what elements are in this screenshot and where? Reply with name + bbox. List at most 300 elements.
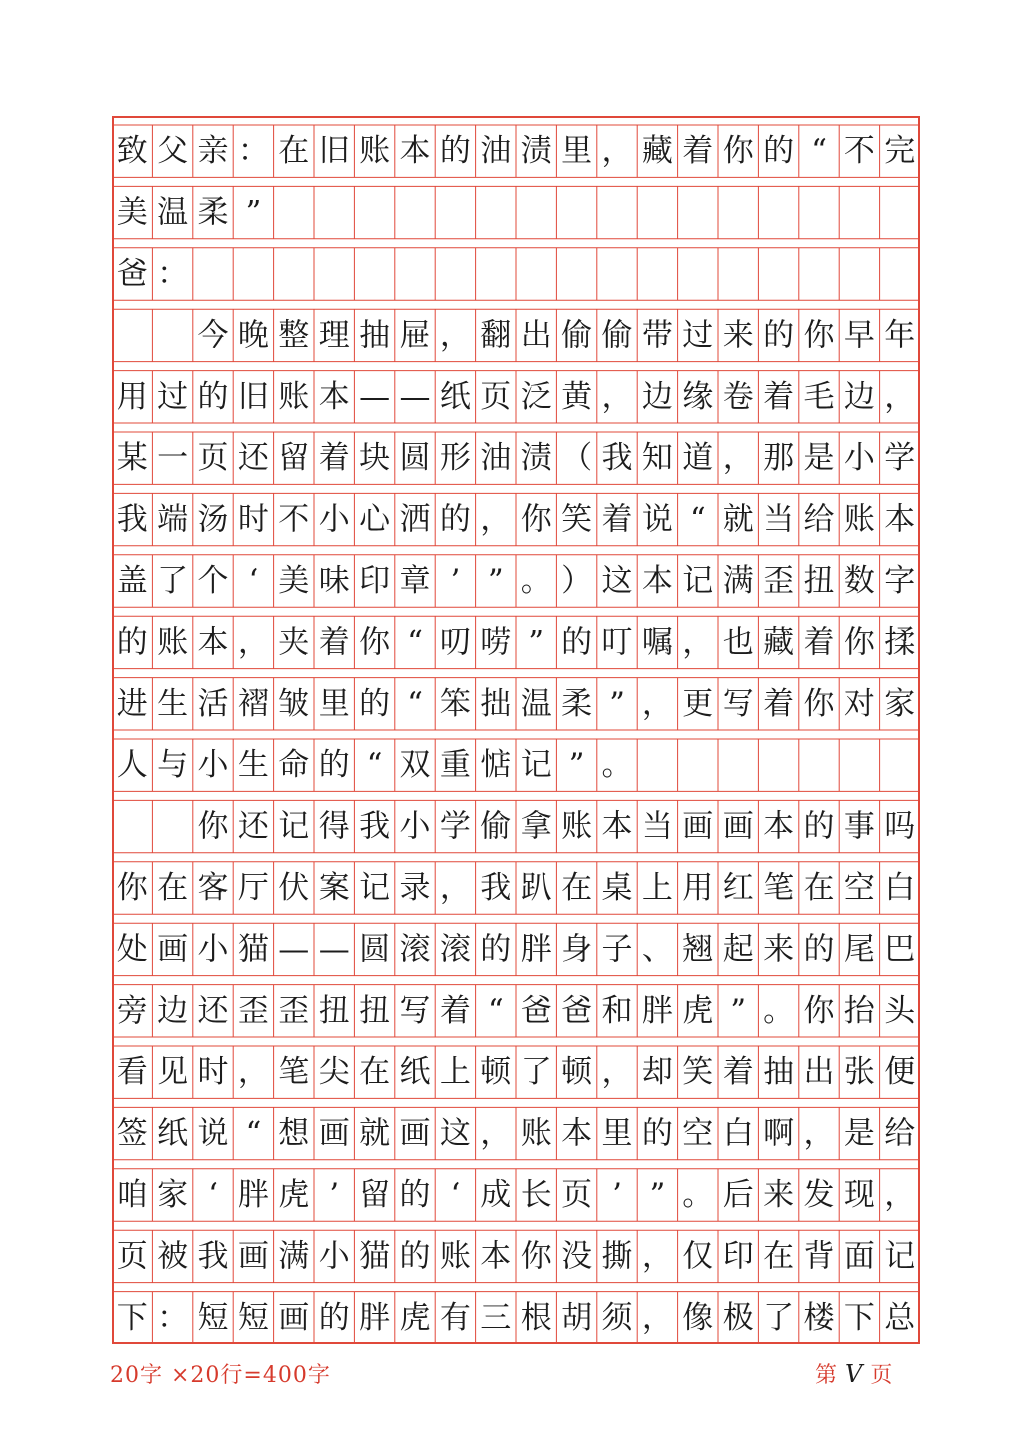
- grid-character: 一: [157, 440, 189, 477]
- grid-character: 纸: [399, 1054, 431, 1091]
- grid-character: 的: [197, 378, 229, 415]
- grid-character: 盖: [116, 563, 148, 599]
- grid-character: 账: [359, 133, 391, 170]
- grid-character: ”: [568, 747, 585, 784]
- grid-character: 知: [641, 440, 673, 477]
- grid-character: 你: [197, 808, 229, 845]
- grid-character: 楼: [803, 1299, 835, 1336]
- grid-character: 本: [399, 133, 431, 170]
- grid-character: 与: [157, 747, 189, 784]
- grid-character: 藏: [763, 624, 795, 661]
- handwritten-page-number: V: [845, 1360, 863, 1388]
- grid-character: ，: [439, 870, 471, 906]
- grid-character: 背: [803, 1238, 835, 1275]
- grid-character: 家: [884, 685, 916, 722]
- grid-character: 味: [318, 563, 350, 599]
- grid-character: ：: [237, 133, 269, 170]
- grid-character: “: [811, 133, 827, 170]
- grid-character: ”: [649, 1177, 666, 1213]
- grid-character: 里: [601, 1115, 633, 1152]
- grid-character: 这: [439, 1115, 471, 1152]
- grid-character: 渍: [520, 133, 552, 170]
- grid-character: 歪: [278, 992, 310, 1029]
- grid-character: —: [359, 378, 391, 415]
- grid-character: 亲: [197, 133, 229, 170]
- grid-character: 便: [884, 1054, 916, 1091]
- grid-character: ”: [609, 685, 625, 722]
- grid-character: 账: [843, 501, 875, 538]
- grid-character: 身: [561, 931, 593, 968]
- grid-character: 人: [116, 747, 148, 784]
- grid-character: 是: [803, 440, 835, 477]
- grid-character: 账: [278, 378, 310, 415]
- grid-character: 留: [359, 1177, 391, 1213]
- grid-character: 在: [561, 870, 593, 906]
- grid-character: 生: [237, 747, 269, 784]
- grid-character: 案: [318, 870, 350, 906]
- grid-character: 胖: [359, 1299, 391, 1336]
- grid-character: 胖: [237, 1177, 269, 1213]
- grid-character: 圆: [359, 931, 391, 968]
- grid-character: 白: [722, 1115, 754, 1152]
- grid-character: 就: [359, 1115, 391, 1152]
- grid-character: 下: [843, 1299, 875, 1336]
- grid-character: 着: [601, 501, 633, 538]
- grid-character: ，: [641, 685, 673, 722]
- grid-character: ：: [157, 1299, 189, 1336]
- grid-character: 来: [763, 1177, 795, 1213]
- grid-character: 的: [803, 931, 835, 968]
- grid-character: 来: [722, 317, 754, 354]
- grid-character: 在: [763, 1238, 795, 1275]
- grid-character: 渍: [520, 440, 552, 477]
- grid-character: 揉: [884, 624, 916, 661]
- grid-character: 猫: [359, 1238, 391, 1275]
- grid-character: 趴: [520, 870, 552, 906]
- grid-character: 三: [480, 1299, 512, 1336]
- grid-character: 记: [884, 1238, 916, 1275]
- grid-character: 油: [480, 440, 512, 477]
- grid-character: 旧: [237, 378, 269, 415]
- grid-character: ’: [612, 1177, 622, 1213]
- grid-character: 汤: [197, 501, 229, 538]
- grid-character: “: [407, 624, 423, 661]
- grid-character: 本: [884, 501, 916, 538]
- grid-character: 像: [682, 1299, 714, 1336]
- grid-character: 屉: [399, 317, 431, 354]
- grid-character: 的: [318, 1299, 350, 1336]
- grid-character: 你: [843, 624, 875, 661]
- grid-character: 早: [843, 317, 875, 354]
- grid-character: 偷: [601, 317, 633, 354]
- grid-character: 小: [197, 931, 229, 968]
- grid-character: 整: [278, 317, 310, 354]
- grid-character: 你: [803, 317, 835, 354]
- grid-character: ，: [237, 624, 269, 661]
- grid-character: 叮: [601, 624, 633, 661]
- grid-character: 记: [278, 808, 310, 845]
- grid-character: —: [399, 378, 431, 415]
- grid-character: 纸: [439, 378, 471, 415]
- grid-character: 纸: [157, 1115, 189, 1152]
- grid-character: 数: [843, 563, 875, 599]
- grid-character: 桌: [601, 870, 633, 906]
- grid-character: 。: [520, 563, 552, 599]
- grid-character: 仅: [682, 1238, 714, 1275]
- grid-character: 客: [197, 870, 229, 906]
- grid-character: 短: [197, 1299, 229, 1336]
- grid-character: 着: [682, 133, 714, 170]
- grid-character: 旁: [116, 992, 148, 1029]
- grid-character: 里: [561, 133, 593, 170]
- grid-character: 你: [803, 992, 835, 1029]
- grid-character: 边: [843, 378, 875, 415]
- grid-character: 账: [439, 1238, 471, 1275]
- grid-character: 爸: [116, 256, 148, 292]
- grid-character: 账: [561, 808, 593, 845]
- grid-character: 起: [722, 931, 754, 968]
- grid-character: 现: [843, 1177, 875, 1213]
- grid-character: 时: [197, 1054, 229, 1091]
- grid-character: 巴: [884, 931, 916, 968]
- grid-character: 在: [359, 1054, 391, 1091]
- grid-character: 的: [359, 685, 391, 722]
- grid-spec-label: 20字 ×20行=400字: [110, 1363, 331, 1388]
- grid-character: 唠: [480, 624, 512, 661]
- grid-character: 留: [278, 440, 310, 477]
- grid-character: 不: [278, 501, 310, 538]
- grid-character: 双: [399, 747, 431, 784]
- grid-character: 满: [278, 1238, 310, 1275]
- grid-character: ，: [237, 1054, 269, 1091]
- grid-character: 着: [318, 440, 350, 477]
- grid-character: 了: [520, 1054, 552, 1091]
- grid-character: 画: [399, 1115, 431, 1152]
- grid-character: 抽: [359, 317, 391, 354]
- grid-character: 。: [682, 1177, 714, 1213]
- grid-character: 笑: [561, 501, 593, 538]
- grid-character: 扭: [803, 563, 835, 599]
- grid-character: 还: [237, 440, 269, 477]
- grid-character: 毛: [803, 378, 835, 415]
- grid-character: 不: [843, 133, 875, 170]
- grid-character: 拙: [480, 685, 512, 722]
- grid-character: 皱: [278, 685, 310, 722]
- grid-character: 嘱: [641, 624, 673, 661]
- grid-character: 就: [722, 501, 754, 538]
- grid-character: 着: [318, 624, 350, 661]
- grid-character: 笔: [278, 1054, 310, 1091]
- grid-character: 滚: [399, 931, 431, 968]
- grid-character: 满: [722, 563, 754, 599]
- grid-character: 想: [278, 1115, 310, 1152]
- grid-character: 也: [722, 624, 754, 661]
- grid-character: “: [487, 992, 504, 1029]
- grid-character: 藏: [641, 133, 673, 170]
- grid-character: 圆: [399, 440, 431, 477]
- grid-character: 字: [884, 563, 916, 599]
- grid-character: 抽: [763, 1054, 795, 1091]
- page-number-label: [815, 1358, 892, 1389]
- grid-character: 画: [278, 1299, 310, 1336]
- grid-character: 的: [763, 133, 795, 170]
- grid-character: 根: [520, 1299, 552, 1336]
- grid-character: ，: [439, 317, 471, 354]
- grid-character: 在: [157, 870, 189, 906]
- grid-character: 胡: [561, 1299, 593, 1336]
- grid-character: 叨: [439, 624, 471, 661]
- grid-character: 、: [641, 931, 673, 968]
- grid-character: 的: [439, 133, 471, 170]
- grid-character: 你: [722, 133, 754, 170]
- grid-character: 那: [763, 440, 795, 477]
- grid-character: 着: [439, 992, 471, 1029]
- grid-character: 本: [480, 1238, 512, 1275]
- grid-character: 记: [520, 747, 552, 784]
- grid-character: 发: [803, 1177, 835, 1213]
- grid-character: 短: [237, 1299, 269, 1336]
- grid-character: 柔: [197, 194, 229, 231]
- grid-character: 的: [318, 747, 350, 784]
- grid-character: 的: [439, 501, 471, 538]
- grid-character: 卷: [722, 378, 754, 415]
- grid-character: 处: [116, 931, 148, 968]
- grid-character: “: [245, 1115, 262, 1152]
- grid-character: 上: [641, 870, 673, 906]
- grid-character: 还: [197, 992, 229, 1029]
- grid-character: 页: [561, 1177, 593, 1213]
- grid-character: 道: [682, 440, 714, 477]
- grid-character: 看: [116, 1054, 148, 1091]
- grid-character: 理: [318, 317, 350, 354]
- grid-character: 学: [884, 440, 916, 477]
- grid-character: ‘: [450, 1177, 461, 1213]
- grid-character: 上: [439, 1054, 471, 1091]
- grid-character: 后: [722, 1177, 754, 1213]
- grid-character: 形: [439, 440, 471, 477]
- grid-character: 里: [318, 685, 350, 722]
- grid-character: 对: [843, 685, 875, 722]
- grid-character: 泛: [520, 378, 552, 415]
- grid-character: 活: [197, 685, 229, 722]
- grid-character: 温: [157, 194, 189, 231]
- grid-character: 着: [763, 685, 795, 722]
- grid-character: ”: [730, 992, 747, 1029]
- grid-character: ”: [487, 563, 504, 599]
- grid-character: 虎: [399, 1299, 431, 1336]
- grid-character: 柔: [561, 685, 593, 722]
- grid-character: 笔: [763, 870, 795, 906]
- grid-character: 更: [682, 685, 714, 722]
- grid-character: 我: [601, 440, 633, 477]
- grid-character: ，: [722, 440, 754, 477]
- grid-character: 子: [601, 931, 633, 968]
- grid-character: ”: [245, 194, 262, 231]
- grid-character: ，: [480, 1115, 512, 1152]
- grid-character: “: [407, 685, 423, 722]
- grid-character: 虎: [682, 992, 714, 1029]
- grid-character: 我: [480, 870, 512, 906]
- grid-character: 重: [439, 747, 471, 784]
- grid-character: 账: [157, 624, 189, 661]
- grid-character: 小: [197, 747, 229, 784]
- grid-character: 致: [116, 133, 148, 170]
- grid-character: 心: [359, 501, 391, 538]
- grid-character: 本: [197, 624, 229, 661]
- grid-character: 今: [197, 317, 229, 354]
- grid-character: 父: [157, 133, 189, 170]
- grid-character: 油: [480, 133, 512, 170]
- grid-character: 说: [197, 1115, 229, 1152]
- grid-character: 扭: [318, 992, 350, 1029]
- grid-character: 来: [763, 931, 795, 968]
- grid-character: —: [318, 931, 350, 968]
- grid-character: 本: [763, 808, 795, 845]
- grid-character: 个: [197, 563, 229, 599]
- handwritten-text: [112, 116, 920, 1344]
- grid-character: 褶: [237, 685, 269, 722]
- grid-character: ‘: [208, 1177, 218, 1213]
- grid-character: 厅: [237, 870, 269, 906]
- grid-character: 的: [763, 317, 795, 354]
- grid-character: 爸: [520, 992, 552, 1029]
- grid-character: 着: [803, 624, 835, 661]
- grid-character: 美: [116, 194, 148, 231]
- grid-character: 咱: [116, 1177, 148, 1213]
- grid-character: 空: [682, 1115, 714, 1152]
- grid-character: 小: [318, 1238, 350, 1275]
- grid-character: 画: [237, 1238, 269, 1275]
- grid-character: 进: [116, 685, 148, 722]
- page-prefix: 第: [815, 1363, 838, 1388]
- grid-character: 画: [682, 808, 714, 845]
- grid-character: 偷: [480, 808, 512, 845]
- grid-character: 完: [884, 133, 916, 170]
- grid-character: 吗: [884, 808, 916, 845]
- grid-character: 学: [439, 808, 471, 845]
- grid-character: 头: [884, 992, 916, 1029]
- grid-character: 印: [359, 563, 391, 599]
- grid-character: 顿: [561, 1054, 593, 1091]
- grid-character: 你: [520, 501, 552, 538]
- grid-character: 猫: [237, 931, 269, 968]
- grid-character: 和: [601, 992, 633, 1029]
- grid-character: 事: [843, 808, 875, 845]
- grid-character: 在: [803, 870, 835, 906]
- grid-character: 年: [884, 317, 916, 354]
- grid-character: 给: [884, 1115, 916, 1152]
- grid-character: 的: [399, 1177, 431, 1213]
- grid-character: 时: [237, 501, 269, 538]
- grid-character: 的: [480, 931, 512, 968]
- grid-character: 我: [197, 1238, 229, 1275]
- grid-character: 洒: [399, 501, 431, 538]
- grid-character: —: [278, 931, 310, 968]
- grid-character: 晚: [237, 317, 269, 354]
- grid-character: 尾: [843, 931, 875, 968]
- grid-character: 得: [318, 808, 350, 845]
- grid-character: 当: [763, 501, 795, 538]
- grid-character: 虎: [278, 1177, 310, 1213]
- grid-character: 本: [601, 808, 633, 845]
- grid-character: 缘: [682, 378, 714, 415]
- grid-character: 黄: [561, 378, 593, 415]
- grid-character: 。: [763, 992, 795, 1029]
- grid-character: 笑: [682, 1054, 714, 1091]
- grid-character: 签: [116, 1115, 148, 1152]
- grid-character: 写: [399, 992, 431, 1029]
- grid-character: 你: [520, 1238, 552, 1275]
- grid-character: 小: [399, 808, 431, 845]
- grid-character: 的: [803, 808, 835, 845]
- grid-character: 的: [561, 624, 593, 661]
- grid-character: ”: [528, 624, 545, 661]
- grid-character: 画: [318, 1115, 350, 1152]
- grid-character: 端: [157, 501, 189, 538]
- grid-character: 惦: [480, 747, 512, 784]
- grid-character: 歪: [237, 992, 269, 1029]
- grid-character: 边: [157, 992, 189, 1029]
- grid-character: ，: [601, 1054, 633, 1091]
- grid-character: 写: [722, 685, 754, 722]
- grid-character: 翘: [682, 931, 714, 968]
- grid-character: ：: [157, 256, 189, 292]
- grid-character: 总: [884, 1299, 916, 1336]
- grid-character: 记: [359, 870, 391, 906]
- grid-character: 本: [561, 1115, 593, 1152]
- grid-character: 翻: [480, 317, 512, 354]
- grid-character: 小: [318, 501, 350, 538]
- grid-character: 页: [480, 378, 512, 415]
- grid-character: ，: [641, 1238, 673, 1275]
- grid-character: 旧: [318, 133, 350, 170]
- grid-character: 你: [359, 624, 391, 661]
- grid-character: 胖: [641, 992, 673, 1029]
- grid-character: ，: [803, 1115, 835, 1152]
- grid-character: 须: [601, 1299, 633, 1336]
- grid-character: 小: [843, 440, 875, 477]
- grid-character: 面: [843, 1238, 875, 1275]
- grid-character: 我: [116, 501, 148, 538]
- grid-character: “: [366, 747, 383, 784]
- grid-character: ，: [601, 133, 633, 170]
- grid-character: （: [561, 440, 593, 477]
- grid-character: 命: [278, 747, 310, 784]
- grid-character: 尖: [318, 1054, 350, 1091]
- grid-character: 用: [116, 378, 148, 415]
- grid-character: 白: [884, 870, 916, 906]
- grid-character: 美: [278, 563, 310, 599]
- grid-character: 过: [682, 317, 714, 354]
- grid-character: 画: [157, 931, 189, 968]
- grid-character: 页: [116, 1238, 148, 1275]
- grid-character: 却: [641, 1054, 673, 1091]
- grid-character: 着: [763, 378, 795, 415]
- grid-character: 某: [116, 440, 148, 477]
- grid-character: 出: [803, 1054, 835, 1091]
- grid-character: 了: [763, 1299, 795, 1336]
- grid-character: 用: [682, 870, 714, 906]
- grid-character: 下: [116, 1299, 148, 1336]
- grid-character: 的: [399, 1238, 431, 1275]
- grid-character: ，: [884, 1177, 916, 1213]
- grid-character: 过: [157, 378, 189, 415]
- grid-character: 块: [359, 440, 391, 477]
- page-suffix: 页: [870, 1363, 893, 1388]
- grid-character: 爸: [561, 992, 593, 1029]
- grid-character: 记: [682, 563, 714, 599]
- grid-character: 极: [722, 1299, 754, 1336]
